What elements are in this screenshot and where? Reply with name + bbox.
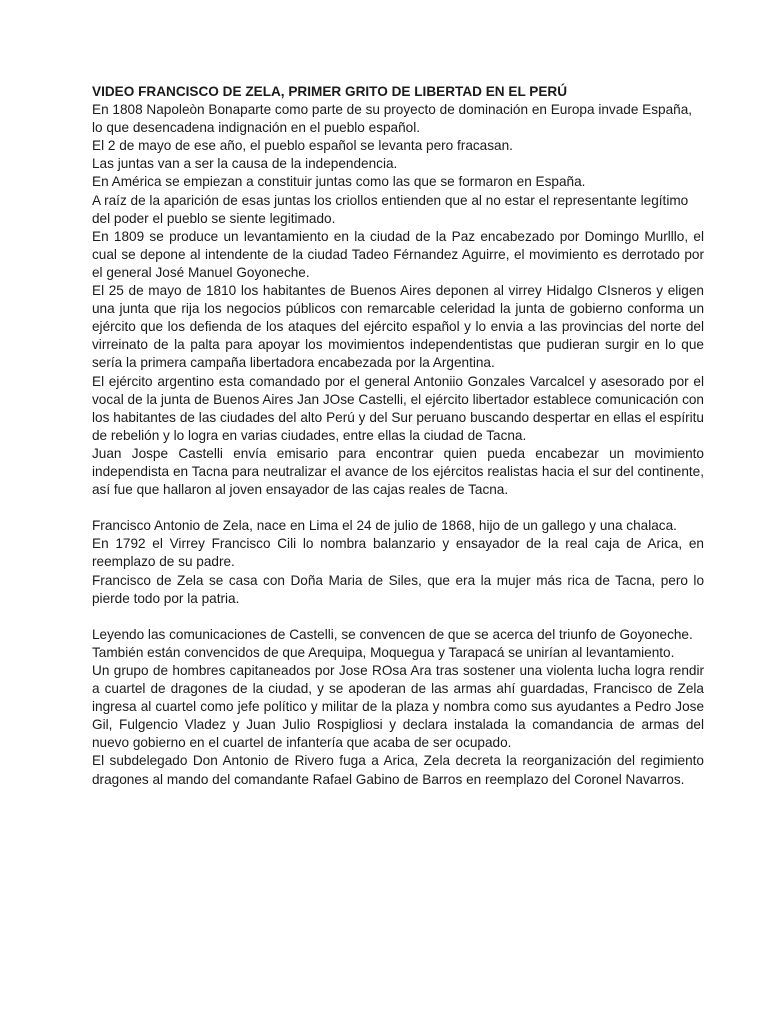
paragraph-comunicaciones-castelli: Leyendo las comunicaciones de Castelli, se convencen de que se acerca del triunfo de Goyoneche. — [92, 626, 693, 642]
paragraph-juntas-america: En América se empiezan a constituir juntas como las que se formaron en España. — [92, 174, 586, 190]
document-page — [92, 83, 704, 789]
paragraph-juntas-causa: Las juntas van a ser la causa de la independencia. — [92, 156, 398, 172]
paragraph-balanzario: En 1792 el Virrey Francisco Cili lo nombra balanzario y ensayador de la real caja de Arica, en reemplazo de su padre. — [92, 536, 704, 570]
paragraph-criollos: A raíz de la aparición de esas juntas los criollos entienden que al no estar el representante legítimo del poder el pueblo se siente legitimado. — [92, 192, 689, 226]
paragraph-matrimonio: Francisco de Zela se casa con Doña Maria de Siles, que era la mujer más rica de Tacna, pero lo pierde todo por la patria. — [92, 572, 704, 606]
blank-line — [92, 608, 704, 626]
document-title: VIDEO FRANCISCO DE ZELA, PRIMER GRITO DE LIBERTAD EN EL PERÚ — [92, 84, 568, 99]
paragraph-napoleon: En 1808 Napoleòn Bonaparte como parte de su proyecto de dominación en Europa invade España, lo que desencadena indignación en el pueblo español. — [92, 102, 693, 136]
paragraph-ejercito-argentino: El ejército argentino esta comandado por el general Antoniio Gonzales Varcalcel y asesorado por el vocal de la junta de Buenos Aires Jan JOse Castelli, el ejército libertador establece comunicación con los habitantes de las ciudades del alto Perú y del Sur peruano buscando despertar en ellas el espíritu de rebelión y lo logra en varias ciudades, entre ellas la ciudad de Tacna. — [92, 373, 704, 443]
paragraph-castelli-emisario: Juan Jospe Castelli envía emisario para encontrar quien pueda encabezar un movimiento independista en Tacna para neutralizar el avance de los ejércitos realistas hacia el sur del continente, así fue que hallaron al joven ensayador de las cajas reales de Tacna. — [92, 445, 704, 498]
paragraph-convencidos: También están convencidos de que Arequipa, Moquegua y Tarapacá se unirían al levantamiento. — [92, 644, 675, 660]
paragraph-subdelegado-rivero: El subdelegado Don Antonio de Rivero fuga a Arica, Zela decreta la reorganización del regimiento dragones al mando del comandante Rafael Gabino de Barros en reemplazo del Coronel Navarros. — [92, 753, 704, 787]
paragraph-dos-de-mayo: El 2 de mayo de ese año, el pueblo español se levanta pero fracasan. — [92, 138, 513, 154]
paragraph-la-paz-1809: En 1809 se produce un levantamiento en la ciudad de la Paz encabezado por Domingo Murlllo, el cual se depone al intendente de la ciudad Tadeo Férnandez Aguirre, el movimiento es derrotado por el general José Manuel Goyoneche. — [92, 228, 704, 280]
paragraph-cuartel-dragones: Un grupo de hombres capitaneados por Jose ROsa Ara tras sostener una violenta lucha logra rendir a cuartel de dragones de la ciudad, y se apoderan de las armas ahí guardadas, Francisco de Zela ingresa al cuartel como jefe político y militar de la plaza y nombra como sus ayudantes a Pedro Jose Gil, Fulgencio Vladez y Juan Julio Rospigliosi y declara instalada la comandancia de armas del nuevo gobierno en el cuartel de infantería que acaba de ser ocupado. — [92, 663, 704, 751]
blank-line — [92, 499, 704, 517]
paragraph-buenos-aires-1810: El 25 de mayo de 1810 los habitantes de Buenos Aires deponen al virrey Hidalgo CIsneros y eligen una junta que rija los negocios públicos con remarcable celeridad la junta de gobierno conforma un ejército que los defienda de los ataques del ejército español y lo envia a las provincias del norte del virreinato de la palta para apoyar los movimientos independentistas que pudieran surgir en lo que sería la primera campaña libertadora encabezada por la Argentina. — [92, 283, 704, 371]
paragraph-zela-nacimiento: Francisco Antonio de Zela, nace en Lima el 24 de julio de 1868, hijo de un gallego y una chalaca. — [92, 518, 677, 534]
